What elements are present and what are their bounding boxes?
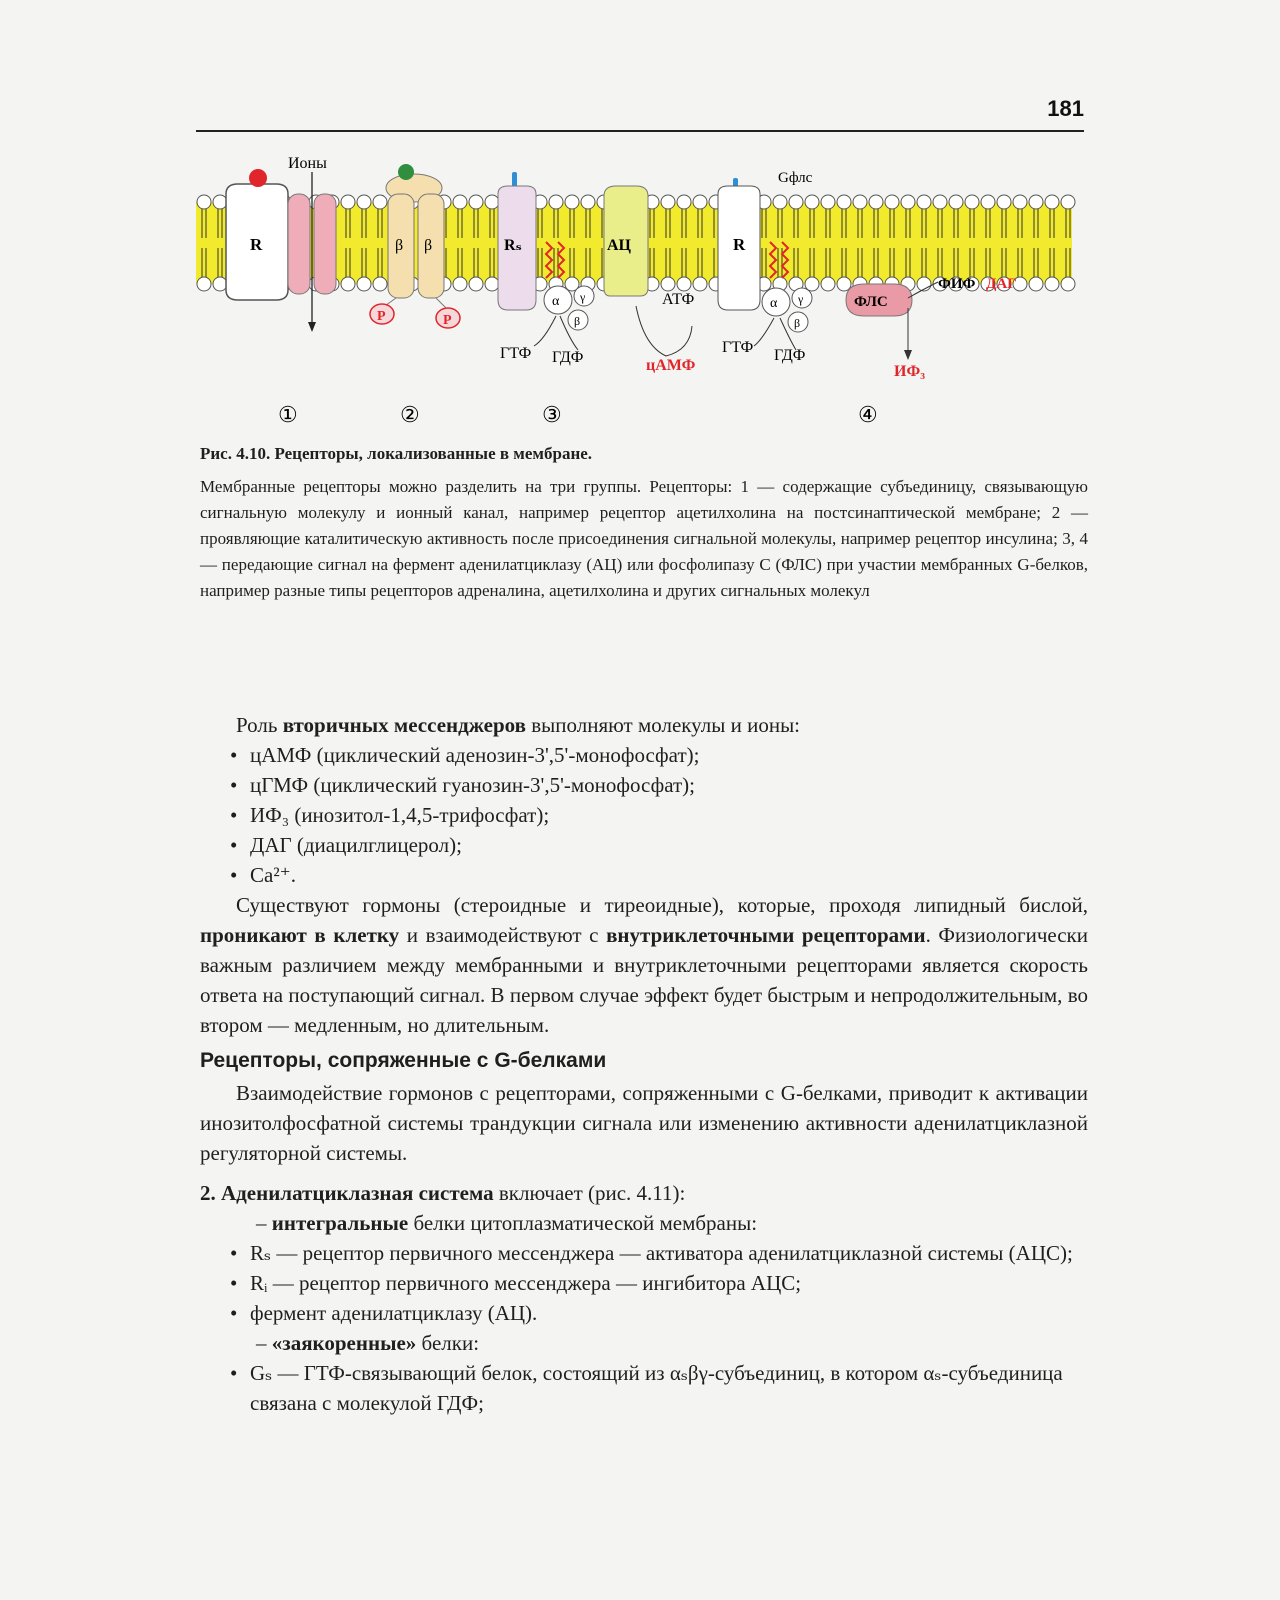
lipid-head	[1013, 195, 1027, 209]
list-item: • цАМФ (циклический аденозин-3',5'-монофосфат);	[228, 740, 1088, 770]
list-item: • Ca²⁺.	[228, 860, 1088, 890]
label-pls: ФЛС	[854, 294, 888, 310]
anchored-list	[200, 1358, 1088, 1418]
ligand-red	[249, 169, 267, 187]
main-text	[200, 710, 1088, 1418]
list-item: • ДАГ (диацилглицерол);	[228, 830, 1088, 860]
lipid-head	[661, 277, 675, 291]
lipid-head	[549, 195, 563, 209]
label-gtp-1: ГТФ	[500, 345, 532, 362]
integral-list	[200, 1238, 1088, 1328]
lipid-head	[197, 195, 211, 209]
page-number: 181	[1047, 96, 1084, 121]
para2-c: и взаимодействуют с	[399, 923, 607, 947]
integral-bold: интегральные	[271, 1211, 409, 1235]
list-item: • Rₛ — рецептор первичного мессенджера — активатора аденилатциклазной системы (АЦС);	[228, 1238, 1088, 1268]
para2-d: внутриклеточными рецепторами	[606, 923, 926, 947]
lipid-head	[693, 277, 707, 291]
anchored-post: белки:	[416, 1331, 480, 1355]
lipid-head	[661, 195, 675, 209]
label-if3: ИФ₃	[894, 363, 925, 380]
label-camp: цАМФ	[646, 357, 696, 374]
label-num-2: ②	[400, 402, 420, 427]
label-rs: Rₛ	[504, 237, 522, 254]
label-dag: ДАГ	[986, 276, 1017, 292]
lipid-head	[469, 195, 483, 209]
anchored-dash: –	[256, 1331, 272, 1355]
intro-post: выполняют молекулы и ионы:	[526, 713, 801, 737]
header-rule	[196, 130, 1084, 132]
list-item: • фермент аденилатциклазу (АЦ).	[228, 1298, 1088, 1328]
lipid-head	[821, 277, 835, 291]
lipid-head	[453, 277, 467, 291]
integral-dash: –	[256, 1211, 272, 1235]
lipid-head	[485, 195, 499, 209]
label-fif2: ФИФ	[938, 276, 976, 292]
lipid-head	[949, 195, 963, 209]
label-ac: АЦ	[607, 237, 631, 254]
lipid-head	[197, 277, 211, 291]
intro-pre: Роль	[236, 713, 283, 737]
lipid-head	[341, 277, 355, 291]
label-betasub-2: β	[794, 316, 801, 330]
lipid-head	[357, 277, 371, 291]
lipid-head	[453, 195, 467, 209]
list-item: • Gₛ — ГТФ-связывающий белок, состоящий из αₛβγ-субъединиц, в котором αₛ-субъединица связана с молекулой ГДФ;	[228, 1358, 1088, 1418]
intro-bold: вторичных мессенджеров	[282, 713, 527, 737]
messengers-intro	[200, 710, 1088, 740]
label-num-3: ③	[542, 402, 562, 427]
label-p1: P	[377, 309, 386, 324]
lipid-head	[213, 195, 227, 209]
gtp-arrow-2	[754, 318, 774, 346]
lipid-head	[581, 195, 595, 209]
para2-e: . Физиологически важным различием между мембранными и внутриклеточными рецепторами является скорость ответа на поступающий сигнал. В первом случае эффект будет быстрым и непродолжительным, во втором — медленным, но длительным.	[200, 923, 1088, 1037]
lipid-head	[933, 195, 947, 209]
label-r2: R	[733, 235, 746, 254]
lipid-head	[981, 195, 995, 209]
lipid-head	[1029, 195, 1043, 209]
label-num-1: ①	[278, 402, 298, 427]
paragraph-ac-system	[200, 1178, 1088, 1208]
section-heading: Рецепторы, сопряженные с G-белками	[200, 1049, 607, 1072]
lipid-head	[917, 195, 931, 209]
list-item: • ИФ₃ (инозитол-1,4,5-трифосфат);	[228, 800, 1088, 830]
lipid-head	[901, 195, 915, 209]
messengers-list	[200, 740, 1088, 890]
lipid-head	[373, 277, 387, 291]
label-ions: Ионы	[288, 155, 327, 172]
ion-channel-right	[314, 194, 336, 294]
list-item: • Rᵢ — рецептор первичного мессенджера — ингибитора АЦС;	[228, 1268, 1088, 1298]
lipid-head	[805, 195, 819, 209]
label-atp: АТФ	[662, 291, 695, 308]
lipid-head	[837, 195, 851, 209]
label-gdp-1: ГДФ	[552, 349, 584, 366]
integral-post: белки цитоплазматической мембраны:	[408, 1211, 758, 1235]
lipid-head	[357, 195, 371, 209]
lipid-head	[853, 195, 867, 209]
lipid-head	[677, 195, 691, 209]
lipid-head	[869, 195, 883, 209]
paragraph-g-proteins: Взаимодействие гормонов с рецепторами, сопряженными с G-белками, приводит к активации инозитолфосфатной системы трандукции сигнала или изменению активности аденилатциклазной регуляторной системы.	[200, 1081, 1088, 1165]
lipid-head	[341, 195, 355, 209]
lipid-head	[469, 277, 483, 291]
label-beta-a: β	[395, 237, 404, 254]
label-gamma-2: γ	[798, 292, 804, 306]
anchored-intro	[200, 1328, 1088, 1358]
label-r1: R	[250, 235, 263, 254]
integral-intro	[200, 1208, 1088, 1238]
lipid-head	[677, 277, 691, 291]
lipid-head	[965, 195, 979, 209]
anchored-bold: «заякоренные»	[271, 1331, 417, 1355]
figure-svg	[196, 150, 1084, 440]
para4-bold: 2. Аденилатциклазная система	[200, 1181, 494, 1205]
label-alpha-1: α	[552, 294, 560, 309]
para4-post: включает (рис. 4.11):	[493, 1181, 686, 1205]
lipid-head	[1045, 195, 1059, 209]
lipid-head	[1029, 277, 1043, 291]
ion-channel-left	[288, 194, 310, 294]
lipid-head	[885, 195, 899, 209]
label-gamma-1: γ	[580, 290, 586, 304]
ligand-green	[398, 164, 414, 180]
lipid-head	[1061, 195, 1075, 209]
lipid-head	[1045, 277, 1059, 291]
lipid-head	[485, 277, 499, 291]
label-beta-b: β	[424, 237, 433, 254]
lipid-head	[693, 195, 707, 209]
lipid-head	[1061, 277, 1075, 291]
paragraph-hormones	[200, 890, 1088, 1040]
label-gtp-2: ГТФ	[722, 339, 754, 356]
ion-arrow-head	[308, 322, 316, 332]
lipid-head	[821, 195, 835, 209]
caption-body: Мембранные рецепторы можно разделить на три группы. Рецепторы: 1 — содержащие субъединицу, связывающую сигнальную молекулу и ионный канал, например рецептор ацетилхолина на постсинаптической мембране; 2 — проявляющие каталитическую активность после присоединения сигнальной молекулы, например рецептор инсулина; 3, 4 — передающие сигнал на фермент аденилатциклазу (АЦ) или фосфолипазу С (ФЛС) при участии мембранных G-белков, например разные типы рецепторов адреналина, ацетилхолина и других сигнальных молекул	[200, 477, 1088, 600]
list-item: • цГМФ (циклический гуанозин-3',5'-монофосфат);	[228, 770, 1088, 800]
lipid-head	[789, 195, 803, 209]
label-betasub-1: β	[574, 314, 581, 328]
if3-arrow-head	[904, 350, 912, 360]
label-alpha-2: α	[770, 296, 778, 311]
caption-title: Рис. 4.10. Рецепторы, локализованные в мембране.	[200, 444, 593, 463]
lipid-head	[773, 195, 787, 209]
atp-camp-arrow	[636, 306, 692, 356]
figure-caption	[200, 444, 1088, 604]
para2-a: Существуют гормоны (стероидные и тиреоидные), которые, проходя липидный бислой,	[236, 893, 1088, 917]
label-g-pls: Gфлс	[778, 170, 813, 186]
label-p2: P	[443, 313, 452, 328]
lipid-head	[213, 277, 227, 291]
lipid-head	[997, 195, 1011, 209]
label-num-4: ④	[858, 402, 878, 427]
lipid-head	[373, 195, 387, 209]
label-gdp-2: ГДФ	[774, 347, 806, 364]
membrane-receptors-figure	[196, 150, 1084, 440]
gtp-arrow-1	[534, 316, 556, 346]
lipid-head	[565, 195, 579, 209]
para2-b: проникают в клетку	[200, 923, 400, 947]
